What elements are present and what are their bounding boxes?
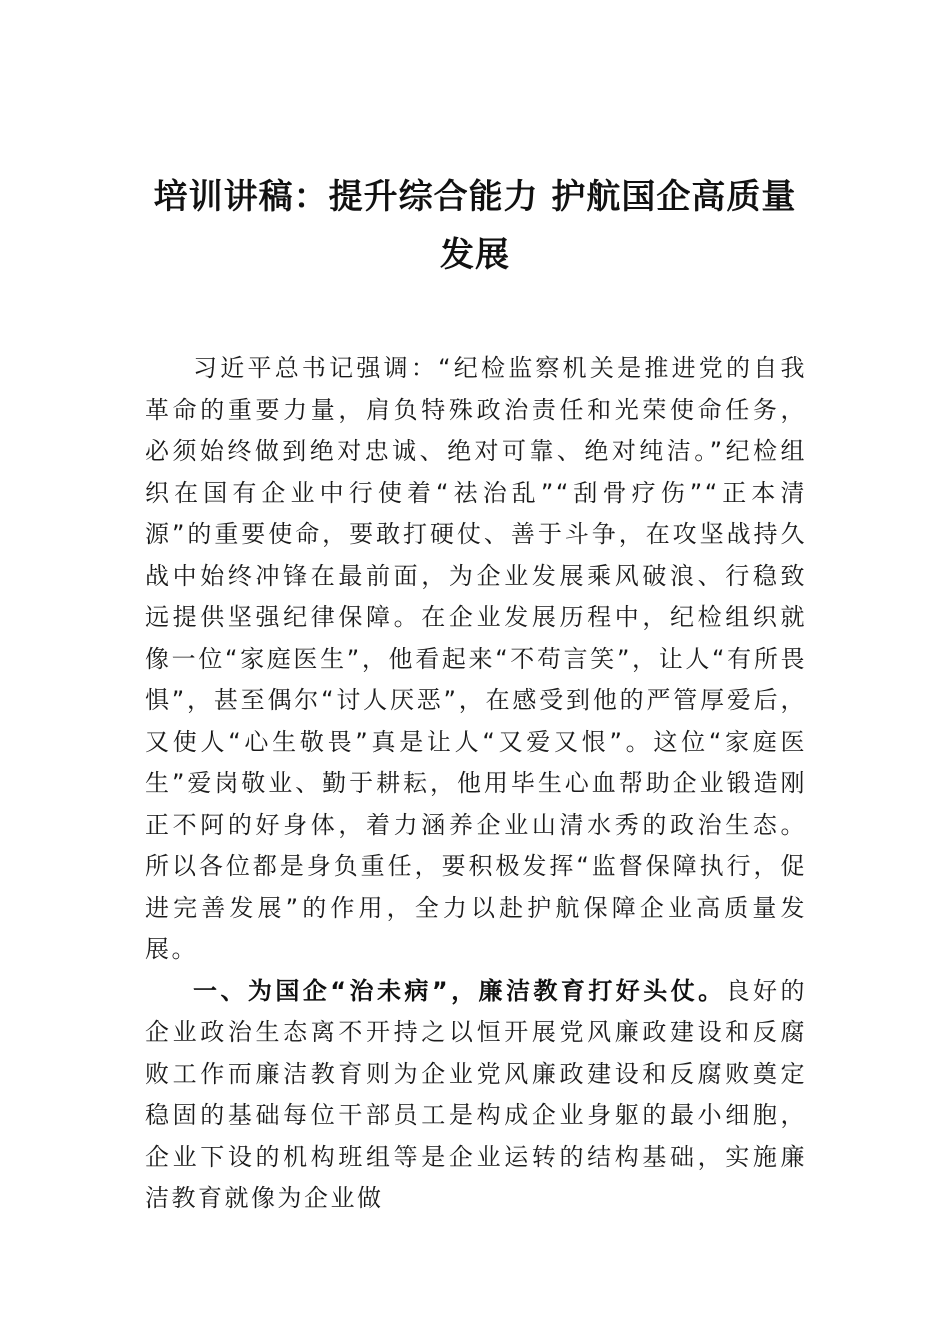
title-line-2: 发展 [440,235,510,275]
document-title [140,168,810,284]
document-body [145,348,807,1220]
paragraph-intro: 习近平总书记强调：“纪检监察机关是推进党的自我革命的重要力量，肩负特殊政治责任和光荣使命任务，必须始终做到绝对忠诚、绝对可靠、绝对纯洁。”纪检组织在国有企业中行使着“祛治乱”“刮骨疗伤”“正本清源”的重要使命，要敢打硬仗、善于斗争，在攻坚战持久战中始终冲锋在最前面，为企业发展乘风破浪、行稳致远提供坚强纪律保障。在企业发展历程中，纪检组织就像一位“家庭医生”，他看起来“不苟言笑”，让人“有所畏惧”，甚至偶尔“讨人厌恶”，在感受到他的严管厚爱后，又使人“心生敬畏”真是让人“又爱又恨”。这位“家庭医生”爱岗敬业、勤于耕耘，他用毕生心血帮助企业锻造刚正不阿的好身体，着力涵养企业山清水秀的政治生态。所以各位都是身负重任，要积极发挥“监督保障执行，促进完善发展”的作用，全力以赴护航保障企业高质量发展。 [145,354,807,963]
section-1-heading: 一、为国企“治未病”，廉洁教育打好头仗。 [193,976,726,1005]
section-1-text: 良好的企业政治生态离不开持之以恒开展党风廉政建设和反腐败工作而廉洁教育则为企业党风廉政建设和反腐败奠定稳固的基础每位干部员工是构成企业身躯的最小细胞，企业下设的机构班组等是企业运转的结构基础，实施廉洁教育就像为企业做 [145,976,807,1212]
paragraph-section-1 [145,971,807,1220]
title-line-1: 培训讲稿：提升综合能力 护航国企高质量 [153,177,797,217]
